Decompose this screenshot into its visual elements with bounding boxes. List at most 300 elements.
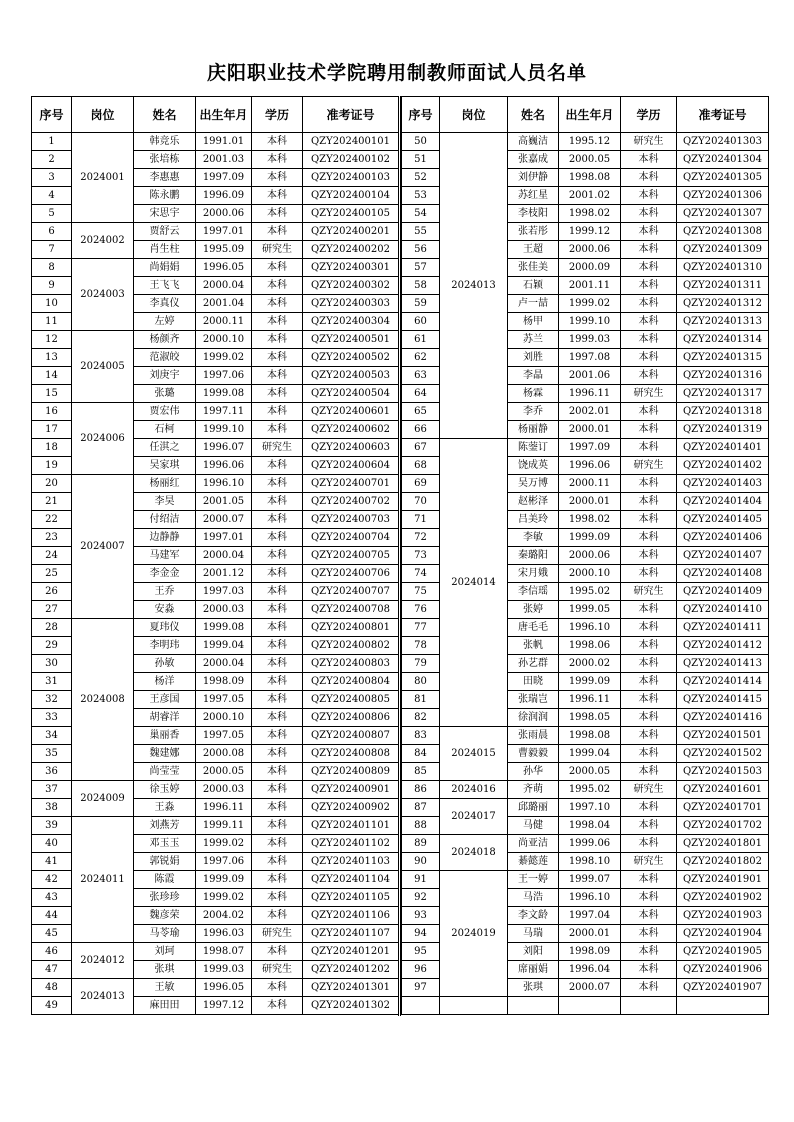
cell-name: 李乔 [508,403,559,421]
cell-index: 18 [32,439,72,457]
cell-name: 肖生柱 [134,241,196,259]
cell-index: 96 [402,961,440,979]
cell-index: 60 [402,313,440,331]
cell-ticket: QZY202400303 [303,295,399,313]
cell-ticket: QZY202400301 [303,259,399,277]
cell-ticket: QZY202401801 [677,835,769,853]
table-row [32,259,399,277]
cell-education: 本科 [621,565,677,583]
cell-name: 杨霖 [508,385,559,403]
cell-name: 吕美玲 [508,511,559,529]
cell-name: 李文龄 [508,907,559,925]
cell-post: 2024019 [440,871,508,997]
cell-birth: 1998.09 [559,943,621,961]
cell-post: 2024013 [440,133,508,439]
cell-ticket: QZY202401410 [677,601,769,619]
cell-education: 本科 [621,367,677,385]
cell-index: 79 [402,655,440,673]
cell-ticket: QZY202401202 [303,961,399,979]
cell-ticket: QZY202401407 [677,547,769,565]
cell-index: 82 [402,709,440,727]
cell-index: 54 [402,205,440,223]
cell-birth: 1999.02 [559,295,621,313]
cell-ticket: QZY202400103 [303,169,399,187]
cell-ticket: QZY202401316 [677,367,769,385]
cell-ticket: QZY202400704 [303,529,399,547]
cell-index: 80 [402,673,440,691]
cell-name: 田晓 [508,673,559,691]
cell-name: 刘胜 [508,349,559,367]
cell-name: 安淼 [134,601,196,619]
cell-name: 王一婷 [508,871,559,889]
cell-index: 4 [32,187,72,205]
cell-ticket: QZY202400201 [303,223,399,241]
cell-education: 本科 [621,259,677,277]
cell-ticket: QZY202401501 [677,727,769,745]
cell-birth: 1999.07 [559,871,621,889]
cell-name: 付绍洁 [134,511,196,529]
cell-education: 本科 [252,529,303,547]
cell-index: 7 [32,241,72,259]
cell-post: 2024011 [72,817,134,943]
cell-name: 张瑞岂 [508,691,559,709]
cell-index: 45 [32,925,72,943]
cell-education: 本科 [252,619,303,637]
cell-birth: 1996.07 [196,439,252,457]
cell-name: 任淇之 [134,439,196,457]
cell-ticket: QZY202401103 [303,853,399,871]
cell-education: 本科 [252,745,303,763]
cell-ticket: QZY202401413 [677,655,769,673]
cell-index: 8 [32,259,72,277]
cell-index: 19 [32,457,72,475]
cell-name: 尚亚洁 [508,835,559,853]
cell-index: 58 [402,277,440,295]
cell-index: 76 [402,601,440,619]
cell-education: 本科 [252,943,303,961]
cell-education: 本科 [621,295,677,313]
header-row [32,97,399,133]
cell-education: 本科 [621,277,677,295]
cell-education: 本科 [621,961,677,979]
cell-birth: 2001.04 [196,295,252,313]
table-row [32,943,399,961]
cell-name: 张璐 [134,385,196,403]
cell-index: 21 [32,493,72,511]
cell-education: 本科 [252,187,303,205]
cell-name: 麻田田 [134,997,196,1015]
cell-post: 2024002 [72,223,134,259]
cell-post: 2024018 [440,835,508,871]
cell-name: 陈蓥订 [508,439,559,457]
cell-education: 本科 [252,637,303,655]
cell-name: 刘燕芳 [134,817,196,835]
cell-ticket: QZY202401416 [677,709,769,727]
cell-name: 魏建娜 [134,745,196,763]
cell-ticket: QZY202401314 [677,331,769,349]
table-row [32,331,399,349]
cell-birth: 2000.03 [196,781,252,799]
cell-ticket: QZY202400202 [303,241,399,259]
cell-name: 马建军 [134,547,196,565]
cell-index: 78 [402,637,440,655]
cell-ticket: QZY202400302 [303,277,399,295]
cell-ticket: QZY202400808 [303,745,399,763]
cell-index: 46 [32,943,72,961]
cell-post: 2024015 [440,727,508,781]
cell-ticket: QZY202401306 [677,187,769,205]
cell-index: 95 [402,943,440,961]
cell-education: 本科 [252,583,303,601]
cell-index: 63 [402,367,440,385]
cell-name: 张帆 [508,637,559,655]
cell-ticket: QZY202400601 [303,403,399,421]
cell-index: 11 [32,313,72,331]
cell-education: 本科 [621,493,677,511]
cell-ticket: QZY202401303 [677,133,769,151]
cell-birth: 2001.02 [559,187,621,205]
empty-cell [402,997,440,1015]
cell-index: 43 [32,889,72,907]
cell-education: 本科 [252,457,303,475]
header-post: 岗位 [72,97,134,133]
cell-name: 赵彬泽 [508,493,559,511]
cell-education: 本科 [621,673,677,691]
cell-education: 本科 [252,979,303,997]
cell-education: 研究生 [252,961,303,979]
cell-birth: 1997.09 [196,169,252,187]
cell-post: 2024012 [72,943,134,979]
cell-name: 卢一喆 [508,295,559,313]
cell-name: 杨丽红 [134,475,196,493]
cell-education: 本科 [252,169,303,187]
cell-birth: 2000.01 [559,421,621,439]
cell-index: 9 [32,277,72,295]
cell-ticket: QZY202400805 [303,691,399,709]
table-row [402,781,769,799]
cell-ticket: QZY202401409 [677,583,769,601]
cell-education: 本科 [621,889,677,907]
cell-education: 本科 [621,619,677,637]
cell-name: 王乔 [134,583,196,601]
cell-education: 研究生 [621,781,677,799]
cell-education: 研究生 [621,133,677,151]
cell-name: 陈永鹏 [134,187,196,205]
cell-birth: 2001.03 [196,151,252,169]
cell-education: 本科 [252,835,303,853]
cell-index: 33 [32,709,72,727]
cell-birth: 1997.05 [196,727,252,745]
cell-birth: 1999.10 [559,313,621,331]
cell-birth: 1996.10 [559,889,621,907]
table-row [402,133,769,151]
cell-index: 29 [32,637,72,655]
cell-ticket: QZY202401401 [677,439,769,457]
cell-name: 李惠惠 [134,169,196,187]
cell-birth: 2000.01 [559,493,621,511]
cell-education: 本科 [252,349,303,367]
cell-education: 本科 [621,799,677,817]
cell-name: 宋思宇 [134,205,196,223]
cell-name: 王飞飞 [134,277,196,295]
cell-education: 本科 [252,511,303,529]
cell-index: 77 [402,619,440,637]
cell-birth: 2000.06 [196,205,252,223]
cell-ticket: QZY202400708 [303,601,399,619]
cell-post: 2024006 [72,403,134,475]
header-name: 姓名 [508,97,559,133]
cell-birth: 2000.01 [559,925,621,943]
cell-name: 王彦国 [134,691,196,709]
cell-ticket: QZY202400105 [303,205,399,223]
cell-name: 左婷 [134,313,196,331]
cell-index: 89 [402,835,440,853]
cell-birth: 1998.02 [559,511,621,529]
cell-name: 徐润润 [508,709,559,727]
cell-ticket: QZY202401313 [677,313,769,331]
cell-index: 44 [32,907,72,925]
cell-name: 李信瑶 [508,583,559,601]
cell-ticket: QZY202401408 [677,565,769,583]
cell-index: 23 [32,529,72,547]
cell-index: 93 [402,907,440,925]
cell-birth: 1999.03 [196,961,252,979]
header-birth: 出生年月 [196,97,252,133]
cell-index: 41 [32,853,72,871]
cell-index: 61 [402,331,440,349]
cell-index: 49 [32,997,72,1015]
cell-birth: 1999.02 [196,889,252,907]
cell-birth: 1998.09 [196,673,252,691]
cell-education: 本科 [621,403,677,421]
cell-ticket: QZY202400701 [303,475,399,493]
header-education: 学历 [621,97,677,133]
cell-ticket: QZY202400809 [303,763,399,781]
cell-index: 91 [402,871,440,889]
cell-birth: 1996.11 [559,691,621,709]
cell-name: 马瑞 [508,925,559,943]
cell-education: 研究生 [252,925,303,943]
cell-ticket: QZY202401702 [677,817,769,835]
cell-birth: 1999.02 [196,349,252,367]
cell-ticket: QZY202401905 [677,943,769,961]
cell-ticket: QZY202401402 [677,457,769,475]
cell-name: 唐毛毛 [508,619,559,637]
cell-education: 本科 [621,223,677,241]
cell-ticket: QZY202400706 [303,565,399,583]
cell-education: 本科 [252,259,303,277]
header-row [402,97,769,133]
cell-ticket: QZY202400101 [303,133,399,151]
cell-post: 2024005 [72,331,134,403]
cell-index: 92 [402,889,440,907]
cell-birth: 2000.02 [559,655,621,673]
cell-ticket: QZY202401105 [303,889,399,907]
cell-education: 本科 [621,439,677,457]
cell-index: 34 [32,727,72,745]
cell-index: 28 [32,619,72,637]
cell-birth: 1996.03 [196,925,252,943]
cell-education: 本科 [621,907,677,925]
cell-index: 59 [402,295,440,313]
cell-education: 本科 [621,187,677,205]
cell-birth: 1997.03 [196,583,252,601]
cell-post: 2024017 [440,799,508,835]
cell-post: 2024003 [72,259,134,331]
cell-name: 高巍洁 [508,133,559,151]
cell-education: 本科 [621,331,677,349]
cell-birth: 1997.01 [196,223,252,241]
cell-education: 研究生 [621,583,677,601]
cell-name: 邱璐丽 [508,799,559,817]
cell-education: 本科 [252,475,303,493]
page-title: 庆阳职业技术学院聘用制教师面试人员名单 [206,62,587,84]
empty-cell [677,997,769,1015]
cell-index: 3 [32,169,72,187]
roster-table-right [401,96,769,1015]
cell-post: 2024001 [72,133,134,223]
cell-name: 饶成英 [508,457,559,475]
cell-education: 研究生 [621,853,677,871]
cell-name: 郭锐娟 [134,853,196,871]
cell-index: 84 [402,745,440,763]
cell-name: 李晶 [508,367,559,385]
cell-education: 研究生 [621,457,677,475]
cell-birth: 2000.04 [196,547,252,565]
cell-birth: 1996.04 [559,961,621,979]
cell-name: 马苓瑜 [134,925,196,943]
cell-birth: 1996.11 [196,799,252,817]
cell-name: 贾舒云 [134,223,196,241]
cell-index: 64 [402,385,440,403]
cell-index: 27 [32,601,72,619]
cell-name: 李昊 [134,493,196,511]
cell-ticket: QZY202401601 [677,781,769,799]
cell-name: 张雨晨 [508,727,559,745]
cell-name: 刘阳 [508,943,559,961]
cell-education: 本科 [621,835,677,853]
cell-ticket: QZY202401308 [677,223,769,241]
cell-education: 本科 [621,943,677,961]
cell-index: 14 [32,367,72,385]
cell-index: 10 [32,295,72,313]
cell-ticket: QZY202400603 [303,439,399,457]
cell-birth: 2000.05 [559,763,621,781]
cell-index: 12 [32,331,72,349]
cell-ticket: QZY202400807 [303,727,399,745]
cell-name: 巢丽香 [134,727,196,745]
cell-education: 本科 [621,871,677,889]
cell-birth: 1999.04 [196,637,252,655]
cell-education: 本科 [252,133,303,151]
cell-index: 35 [32,745,72,763]
cell-education: 本科 [621,655,677,673]
cell-name: 吴万博 [508,475,559,493]
cell-index: 51 [402,151,440,169]
cell-birth: 1991.01 [196,133,252,151]
cell-ticket: QZY202401318 [677,403,769,421]
cell-birth: 1998.07 [196,943,252,961]
empty-cell [508,997,559,1015]
cell-index: 5 [32,205,72,223]
cell-ticket: QZY202401104 [303,871,399,889]
cell-index: 57 [402,259,440,277]
cell-education: 本科 [252,367,303,385]
cell-index: 17 [32,421,72,439]
cell-ticket: QZY202400702 [303,493,399,511]
table-row [32,619,399,637]
empty-cell [559,997,621,1015]
cell-index: 87 [402,799,440,817]
cell-birth: 1997.05 [196,691,252,709]
cell-ticket: QZY202400803 [303,655,399,673]
cell-education: 本科 [252,151,303,169]
cell-name: 曹毅毅 [508,745,559,763]
cell-birth: 1999.09 [559,529,621,547]
cell-index: 22 [32,511,72,529]
cell-education: 本科 [252,997,303,1015]
cell-birth: 2002.01 [559,403,621,421]
cell-ticket: QZY202400705 [303,547,399,565]
cell-birth: 1996.06 [196,457,252,475]
cell-index: 55 [402,223,440,241]
table-row [402,871,769,889]
cell-birth: 2000.10 [196,709,252,727]
cell-name: 杨丽静 [508,421,559,439]
cell-name: 王敏 [134,979,196,997]
cell-birth: 1997.12 [196,997,252,1015]
cell-education: 本科 [252,889,303,907]
cell-education: 本科 [621,241,677,259]
cell-index: 31 [32,673,72,691]
header-birth: 出生年月 [559,97,621,133]
cell-name: 张琪 [134,961,196,979]
cell-birth: 1996.06 [559,457,621,475]
cell-ticket: QZY202401107 [303,925,399,943]
cell-education: 本科 [621,637,677,655]
cell-birth: 1997.06 [196,853,252,871]
cell-ticket: QZY202401404 [677,493,769,511]
cell-name: 李敏 [508,529,559,547]
cell-index: 26 [32,583,72,601]
cell-ticket: QZY202401701 [677,799,769,817]
cell-birth: 2000.03 [196,601,252,619]
cell-education: 本科 [252,601,303,619]
cell-ticket: QZY202400703 [303,511,399,529]
cell-name: 石柯 [134,421,196,439]
cell-ticket: QZY202401302 [303,997,399,1015]
cell-name: 邓玉玉 [134,835,196,853]
cell-education: 本科 [252,565,303,583]
cell-ticket: QZY202401319 [677,421,769,439]
cell-birth: 2000.04 [196,655,252,673]
cell-index: 15 [32,385,72,403]
cell-index: 50 [402,133,440,151]
table-row [32,133,399,151]
cell-ticket: QZY202400304 [303,313,399,331]
cell-education: 本科 [621,313,677,331]
cell-education: 本科 [621,979,677,997]
cell-education: 本科 [252,691,303,709]
cell-name: 张珍珍 [134,889,196,907]
cell-education: 本科 [621,349,677,367]
cell-index: 32 [32,691,72,709]
cell-birth: 2000.08 [196,745,252,763]
cell-name: 尚莹莹 [134,763,196,781]
cell-ticket: QZY202401802 [677,853,769,871]
cell-birth: 1999.10 [196,421,252,439]
cell-index: 67 [402,439,440,457]
